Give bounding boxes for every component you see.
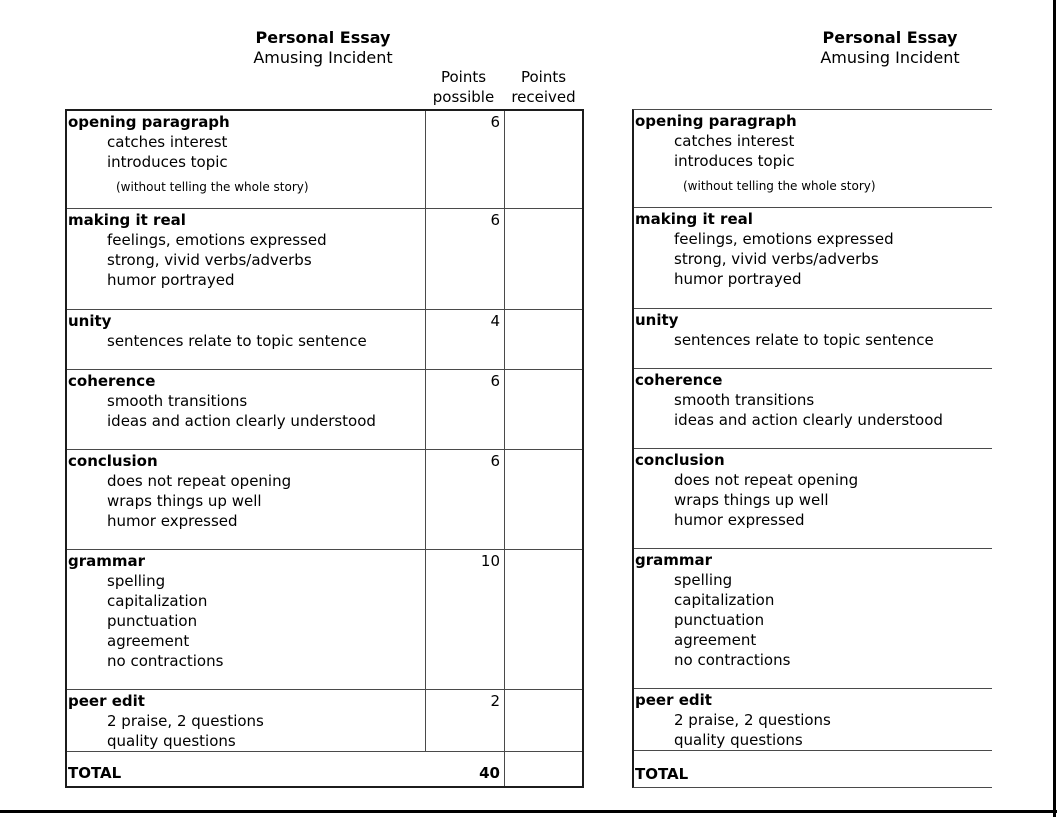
points-possible-value: 10 <box>426 550 505 689</box>
criterion-item: introduces topic <box>674 152 795 170</box>
criterion-item: sentences relate to topic sentence <box>674 331 934 349</box>
rubric-row <box>67 310 582 370</box>
category-cell <box>67 370 426 449</box>
criterion-item: humor portrayed <box>107 271 235 289</box>
criterion-item: capitalization <box>674 591 775 609</box>
criterion-item: strong, vivid verbs/adverbs <box>107 251 312 269</box>
column-header-line: possible <box>432 88 495 106</box>
points-possible-value: 6 <box>426 209 505 309</box>
criterion-item: ideas and action clearly understood <box>674 411 943 429</box>
category-cell <box>634 449 992 548</box>
criterion-item: no contractions <box>674 651 791 669</box>
criterion-item: humor expressed <box>107 512 238 530</box>
rubric-row <box>67 209 582 310</box>
rubric-row <box>634 549 992 689</box>
category-cell <box>634 309 992 368</box>
points-received-cell <box>505 550 582 689</box>
rubric-row <box>634 369 992 449</box>
page-edge-bottom <box>0 810 1057 813</box>
total-received-cell <box>505 752 582 786</box>
total-row <box>634 751 992 787</box>
page-subtitle: Amusing Incident <box>253 48 393 67</box>
criterion-item: sentences relate to topic sentence <box>107 332 367 350</box>
rubric-row <box>67 111 582 209</box>
points-received-cell <box>505 209 582 309</box>
column-header-line: Points <box>440 68 487 86</box>
criterion-item: punctuation <box>107 612 198 630</box>
category-label: unity <box>68 312 112 330</box>
criterion-item: catches interest <box>107 133 228 151</box>
criterion-item: feelings, emotions expressed <box>674 230 894 248</box>
category-cell <box>67 450 426 549</box>
criterion-item: strong, vivid verbs/adverbs <box>674 250 879 268</box>
criterion-note: (without telling the whole story) <box>683 179 876 193</box>
total-label: TOTAL <box>68 764 122 782</box>
title-block-left <box>173 28 473 68</box>
points-possible-value: 4 <box>426 310 505 369</box>
criterion-item: punctuation <box>674 611 765 629</box>
points-received-cell <box>505 370 582 449</box>
page-edge-right <box>1053 0 1056 817</box>
points-possible-value: 6 <box>426 450 505 549</box>
category-label: conclusion <box>635 451 725 469</box>
criterion-item: catches interest <box>674 132 795 150</box>
category-label: opening paragraph <box>635 112 797 130</box>
category-label: coherence <box>68 372 156 390</box>
total-points-value: 40 <box>479 764 500 782</box>
category-cell <box>67 550 426 689</box>
criterion-item: wraps things up well <box>107 492 262 510</box>
rubric-table-left <box>65 109 584 788</box>
category-label: making it real <box>635 210 753 228</box>
criterion-item: no contractions <box>107 652 224 670</box>
category-label: peer edit <box>635 691 712 709</box>
criterion-item: ideas and action clearly understood <box>107 412 376 430</box>
points-possible-value: 6 <box>426 111 505 208</box>
category-label: conclusion <box>68 452 158 470</box>
category-label: opening paragraph <box>68 113 230 131</box>
criterion-item: humor portrayed <box>674 270 802 288</box>
criterion-item: smooth transitions <box>107 392 248 410</box>
criterion-item: smooth transitions <box>674 391 815 409</box>
category-cell <box>634 208 992 308</box>
criterion-item: 2 praise, 2 questions <box>674 711 831 729</box>
category-cell <box>634 110 992 207</box>
rubric-row <box>67 690 582 752</box>
column-header-points-possible <box>424 67 503 107</box>
category-cell <box>67 690 426 751</box>
points-received-cell <box>505 310 582 369</box>
criterion-item: humor expressed <box>674 511 805 529</box>
points-received-cell <box>505 450 582 549</box>
criterion-note: (without telling the whole story) <box>116 180 309 194</box>
criterion-item: capitalization <box>107 592 208 610</box>
points-possible-value: 6 <box>426 370 505 449</box>
rubric-table-right <box>632 109 992 788</box>
page-title: Personal Essay <box>255 28 391 47</box>
category-cell <box>634 549 992 688</box>
page-subtitle: Amusing Incident <box>820 48 960 67</box>
criterion-item: feelings, emotions expressed <box>107 231 327 249</box>
page-title: Personal Essay <box>822 28 958 47</box>
rubric-row <box>67 450 582 550</box>
total-row <box>67 752 582 786</box>
criterion-item: spelling <box>674 571 733 589</box>
category-cell <box>67 111 426 208</box>
category-cell <box>634 369 992 448</box>
category-cell <box>67 209 426 309</box>
category-cell <box>67 310 426 369</box>
total-cell <box>634 751 992 787</box>
category-label: making it real <box>68 211 186 229</box>
criterion-item: introduces topic <box>107 153 228 171</box>
criterion-item: agreement <box>674 631 757 649</box>
category-label: grammar <box>68 552 146 570</box>
column-header-line: received <box>511 88 576 106</box>
title-block-right <box>740 28 1040 68</box>
column-header-points-received <box>503 67 584 107</box>
criterion-item: does not repeat opening <box>674 471 859 489</box>
criterion-item: 2 praise, 2 questions <box>107 712 264 730</box>
total-cell <box>67 752 505 786</box>
criterion-item: quality questions <box>674 731 803 749</box>
column-header-line: Points <box>520 68 567 86</box>
total-label: TOTAL <box>635 765 689 783</box>
criterion-item: wraps things up well <box>674 491 829 509</box>
category-label: grammar <box>635 551 713 569</box>
category-label: coherence <box>635 371 723 389</box>
rubric-row <box>67 550 582 690</box>
rubric-row <box>634 689 992 751</box>
points-received-cell <box>505 690 582 751</box>
rubric-row <box>634 208 992 309</box>
category-cell <box>634 689 992 750</box>
criterion-item: quality questions <box>107 732 236 750</box>
criterion-item: spelling <box>107 572 166 590</box>
rubric-row <box>67 370 582 450</box>
rubric-row <box>634 449 992 549</box>
category-label: peer edit <box>68 692 145 710</box>
rubric-row <box>634 110 992 208</box>
criterion-item: does not repeat opening <box>107 472 292 490</box>
points-possible-value: 2 <box>426 690 505 751</box>
criterion-item: agreement <box>107 632 190 650</box>
rubric-row <box>634 309 992 369</box>
points-received-cell <box>505 111 582 208</box>
category-label: unity <box>635 311 679 329</box>
